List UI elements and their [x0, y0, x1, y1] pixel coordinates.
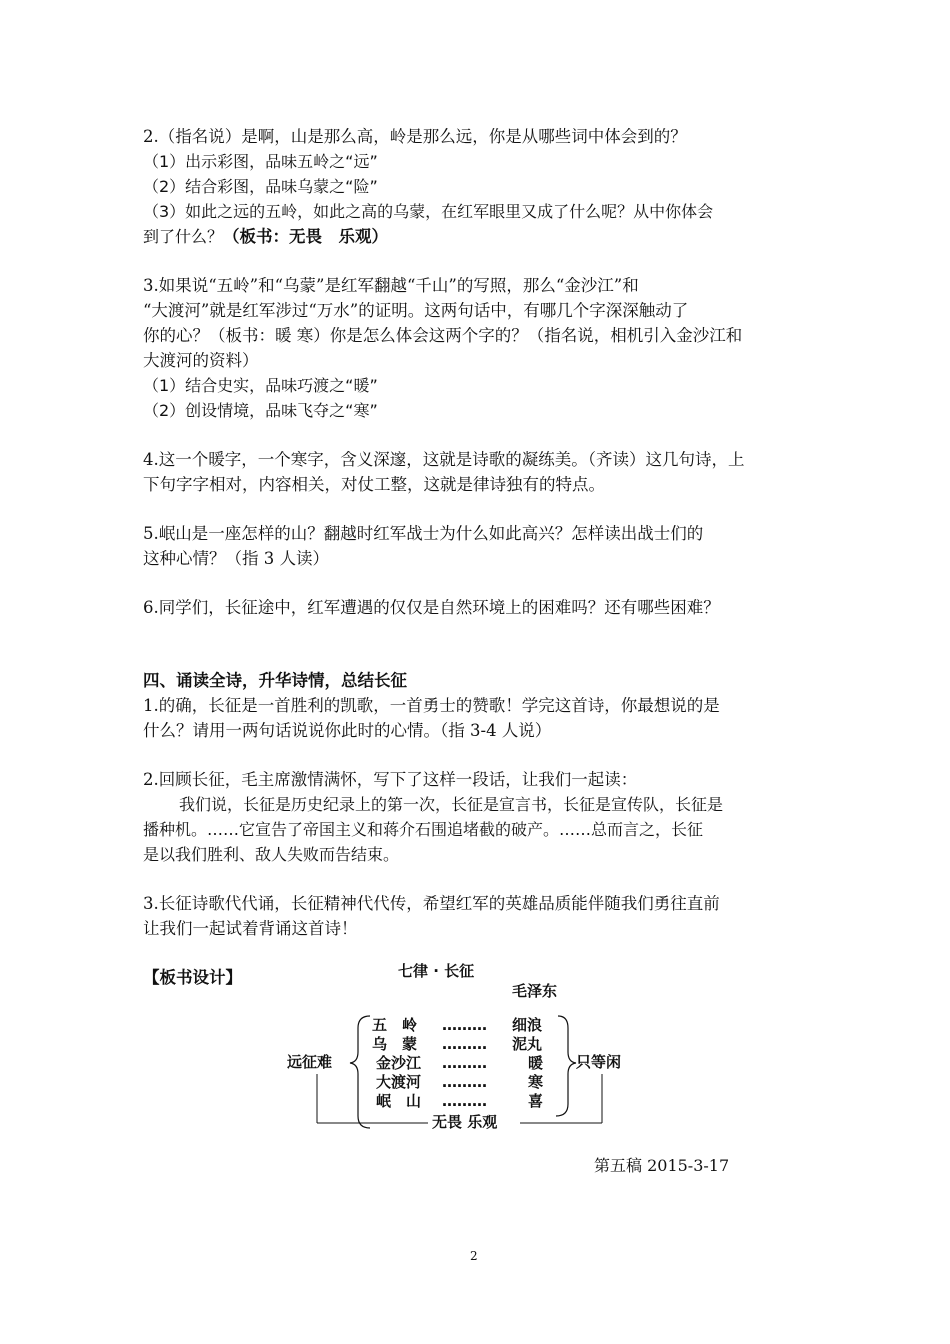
part4-quote-line1: 我们说，长征是历史纪录上的第一次，长征是宣言书，长征是宣传队，长征是	[179, 795, 724, 814]
board-row-4-dots: ………	[442, 1073, 487, 1091]
board-row-3-dots: ………	[442, 1054, 487, 1072]
board-bottom-label: 无畏 乐观	[432, 1113, 498, 1131]
q5-line2: 这种心情？（指 3 人读）	[143, 549, 329, 568]
q2-main: 2.（指名说）是啊，山是那么高，岭是那么远，你是从哪些词中体会到的？	[143, 127, 687, 146]
board-row-1-left: 五 岭	[372, 1016, 418, 1034]
q2-sub3a: （3）如此之远的五岭，如此之高的乌蒙，在红军眼里又成了什么呢？从中你体会	[143, 202, 714, 221]
page-number: 2	[470, 1249, 478, 1263]
board-row-3-left: 金沙江	[376, 1054, 422, 1072]
board-row-4-left: 大渡河	[376, 1073, 422, 1091]
part4-heading: 四、诵读全诗，升华诗情，总结长征	[143, 671, 407, 690]
part4-quote-line2: 播种机。……它宣告了帝国主义和蒋介石围追堵截的破产。……总而言之，长征	[143, 820, 704, 839]
q3-sub2: （2）创设情境，品味飞夺之“寒”	[143, 401, 378, 420]
q2-sub1: （1）出示彩图，品味五岭之“远”	[143, 152, 378, 171]
draft-date: 第五稿 2015-3-17	[594, 1156, 730, 1175]
part4-p2a: 2.回顾长征，毛主席激情满怀，写下了这样一段话，让我们一起读：	[143, 770, 638, 789]
document-body	[143, 124, 813, 990]
q6-line1: 6.同学们，长征途中，红军遭遇的仅仅是自然环境上的困难吗？还有哪些困难？	[143, 598, 720, 617]
board-row-1-right: 细浪	[512, 1016, 543, 1034]
q2-board-note: （板书：无畏 乐观）	[223, 227, 389, 246]
left-brace-icon	[350, 1016, 370, 1128]
board-row-2-right: 泥丸	[512, 1035, 543, 1053]
board-row-2-dots: ………	[442, 1035, 487, 1053]
q3-line1: 3.如果说“五岭”和“乌蒙”是红军翻越“千山”的写照，那么“金沙江”和	[143, 276, 639, 295]
q3-line4: 大渡河的资料）	[143, 351, 259, 370]
q2-sub2: （2）结合彩图，品味乌蒙之“险”	[143, 177, 378, 196]
q4-line2: 下句字字相对，内容相关，对仗工整，这就是律诗独有的特点。	[143, 475, 605, 494]
board-row-1-dots: ………	[442, 1016, 487, 1034]
q2-sub3-line2	[143, 224, 813, 249]
part4-p1b: 什么？请用一两句话说说你此时的心情。（指 3-4 人说）	[143, 721, 552, 740]
board-heading: 【板书设计】	[143, 968, 242, 987]
q4-line1: 4.这一个暖字，一个寒字，含义深邃，这就是诗歌的凝练美。（齐读）这几句诗，上	[143, 450, 745, 469]
part4-p3a: 3.长征诗歌代代诵，长征精神代代传，希望红军的英雄品质能伴随我们勇往直前	[143, 894, 720, 913]
part4-p3b: 让我们一起试着背诵这首诗！	[143, 919, 358, 938]
board-row-3-right: 暖	[528, 1054, 544, 1072]
board-right-label: 只等闲	[576, 1053, 622, 1071]
part4-quote-line3: 是以我们胜利、敌人失败而告结束。	[143, 845, 400, 864]
q2-sub3b: 到了什么？	[143, 227, 224, 246]
board-row-4-right: 寒	[528, 1073, 544, 1091]
board-title: 七律 · 长征	[398, 962, 475, 980]
board-left-label: 远征难	[287, 1053, 333, 1071]
q3-sub1: （1）结合史实，品味巧渡之“暖”	[143, 376, 378, 395]
right-brace-icon	[556, 1016, 576, 1116]
board-row-5-left: 岷 山	[376, 1092, 422, 1110]
board-row-5-dots: ………	[442, 1092, 487, 1110]
q3-line2: “大渡河”就是红军涉过“万水”的证明。这两句话中，有哪几个字深深触动了	[143, 301, 689, 320]
board-row-2-left: 乌 蒙	[372, 1035, 418, 1053]
board-author: 毛泽东	[512, 982, 558, 1000]
q5-line1: 5.岷山是一座怎样的山？翻越时红军战士为什么如此高兴？怎样读出战士们的	[143, 524, 704, 543]
board-row-5-right: 喜	[528, 1092, 544, 1110]
part4-p1a: 1.的确，长征是一首胜利的凯歌，一首勇士的赞歌！学完这首诗，你最想说的是	[143, 696, 720, 715]
q3-line3: 你的心？（板书：暖 寒）你是怎么体会这两个字的？（指名说，相机引入金沙江和	[143, 326, 743, 345]
